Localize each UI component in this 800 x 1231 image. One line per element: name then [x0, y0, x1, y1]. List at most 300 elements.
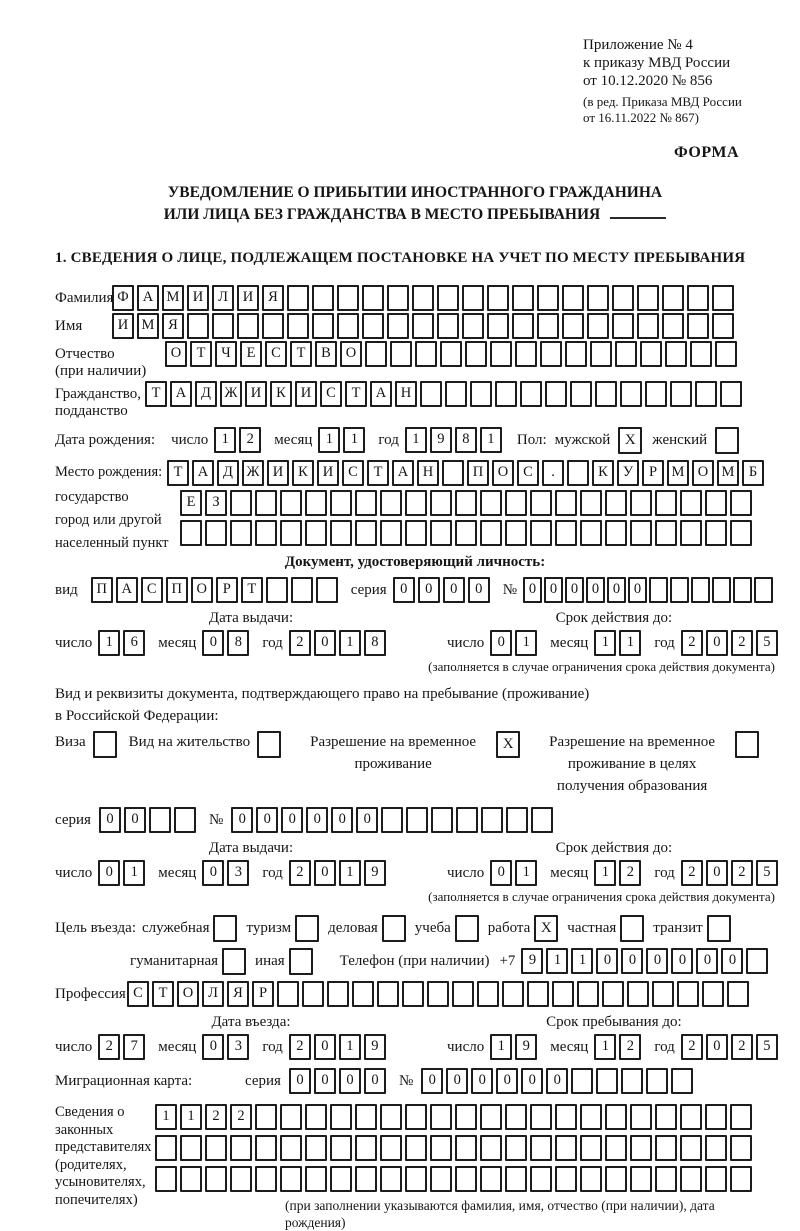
char-cell: 0 — [418, 577, 440, 603]
char-cell — [455, 1104, 477, 1130]
char-cell — [230, 1135, 252, 1161]
char-cell — [655, 490, 677, 516]
residence-permit-label: Вид на жительство — [128, 734, 251, 750]
char-cell: 2 — [98, 1034, 120, 1060]
representatives-cells-row2[interactable] — [155, 1135, 775, 1161]
char-cell: Д — [195, 381, 217, 407]
char-cell — [730, 520, 752, 546]
char-cell: 2 — [230, 1104, 252, 1130]
char-cell — [512, 285, 534, 311]
char-cell: О — [692, 460, 714, 486]
char-cell: 2 — [289, 630, 311, 656]
char-cell — [430, 490, 452, 516]
migration-number-cells[interactable] — [421, 1068, 696, 1094]
char-cell: 0 — [446, 1068, 468, 1094]
stay-year-cells[interactable] — [681, 1034, 781, 1060]
char-cell — [596, 1068, 618, 1094]
char-cell: 0 — [607, 577, 626, 603]
birth-place-cells-row1[interactable] — [167, 460, 775, 486]
form-label: ФОРМА — [673, 144, 739, 161]
char-cell: 2 — [681, 630, 703, 656]
char-cell: 0 — [314, 860, 336, 886]
temp-residence-label: Разрешение на временное проживание — [310, 734, 477, 772]
representatives-note: (при заполнении указываются фамилия, имя, отчество (при наличии), дата рождения) — [285, 1198, 715, 1230]
char-cell — [733, 577, 752, 603]
char-cell: 0 — [471, 1068, 493, 1094]
char-cell — [316, 577, 338, 603]
char-cell — [355, 520, 377, 546]
char-cell: 0 — [523, 577, 542, 603]
char-cell — [149, 807, 171, 833]
char-cell: 1 — [515, 630, 537, 656]
res-issue-month-cells[interactable] — [202, 860, 252, 886]
female-checkbox[interactable] — [715, 427, 739, 454]
char-cell: Ж — [220, 381, 242, 407]
purpose-official: служебная — [142, 915, 238, 942]
char-cell — [405, 490, 427, 516]
form-title-line2: ИЛИ ЛИЦА БЕЗ ГРАЖДАНСТВА В МЕСТО ПРЕБЫВАНИЯ — [55, 204, 775, 226]
surname-row — [55, 285, 775, 311]
sex-label: Пол: — [516, 432, 547, 448]
res-issue-year-cells[interactable] — [289, 860, 389, 886]
char-cell: М — [162, 285, 184, 311]
char-cell: С — [141, 577, 163, 603]
char-cell: 0 — [421, 1068, 443, 1094]
year-label: год — [262, 865, 283, 881]
char-cell — [680, 490, 702, 516]
char-cell — [720, 381, 742, 407]
char-cell: 0 — [468, 577, 490, 603]
residence-permit-option — [129, 729, 281, 758]
char-cell: Т — [241, 577, 263, 603]
firstname-cells[interactable] — [112, 313, 737, 339]
char-cell: С — [127, 981, 149, 1007]
char-cell — [705, 1166, 727, 1192]
char-cell — [587, 313, 609, 339]
char-cell — [187, 313, 209, 339]
char-cell: Е — [240, 341, 262, 367]
char-cell — [155, 1135, 177, 1161]
char-cell — [562, 285, 584, 311]
char-cell: О — [177, 981, 199, 1007]
birth-place-cells-row3[interactable] — [180, 520, 775, 546]
month-label: месяц — [158, 865, 197, 881]
entry-month-cells[interactable] — [202, 1034, 252, 1060]
char-cell — [630, 1104, 652, 1130]
char-cell — [580, 1104, 602, 1130]
doc-series-cells[interactable] — [393, 577, 493, 603]
char-cell: С — [517, 460, 539, 486]
char-cell: 8 — [455, 427, 477, 453]
private-checkbox[interactable] — [620, 915, 644, 942]
char-cell — [571, 1068, 593, 1094]
char-cell — [730, 1104, 752, 1130]
char-cell — [481, 807, 503, 833]
char-cell — [637, 285, 659, 311]
appendix-line: Приложение № 4 — [583, 37, 693, 53]
char-cell — [702, 981, 724, 1007]
char-cell — [455, 520, 477, 546]
char-cell — [605, 1166, 627, 1192]
char-cell: 0 — [721, 948, 743, 974]
char-cell — [655, 1166, 677, 1192]
char-cell — [580, 520, 602, 546]
doc-kind-cells[interactable] — [91, 577, 341, 603]
char-cell — [456, 807, 478, 833]
char-cell: 1 — [339, 860, 361, 886]
entry-year-cells[interactable] — [289, 1034, 389, 1060]
purpose-other: иная — [255, 948, 313, 975]
profession-cells[interactable] — [127, 981, 752, 1007]
stay-month-cells[interactable] — [594, 1034, 644, 1060]
humanitarian-checkbox[interactable] — [222, 948, 246, 975]
char-cell — [655, 520, 677, 546]
char-cell — [465, 341, 487, 367]
char-cell: 8 — [227, 630, 249, 656]
char-cell — [387, 285, 409, 311]
char-cell: 2 — [289, 1034, 311, 1060]
residence-doc-series-row — [55, 807, 775, 833]
res-expiry-year-cells[interactable] — [681, 860, 781, 886]
validity-limitation-note: (заполняется в случае ограничения срока действия документа) — [428, 889, 775, 904]
representatives-cells-row1[interactable] — [155, 1104, 775, 1130]
char-cell: Н — [395, 381, 417, 407]
migration-series-cells[interactable] — [289, 1068, 389, 1094]
char-cell — [705, 520, 727, 546]
char-cell: 0 — [356, 807, 378, 833]
char-cell — [280, 520, 302, 546]
doc-number-cells[interactable] — [523, 577, 775, 603]
char-cell: 2 — [731, 1034, 753, 1060]
char-cell: 0 — [671, 948, 693, 974]
char-cell: А — [137, 285, 159, 311]
char-cell — [427, 981, 449, 1007]
char-cell — [380, 1135, 402, 1161]
char-cell — [362, 313, 384, 339]
doc-kind-label: вид — [55, 582, 78, 598]
char-cell — [605, 520, 627, 546]
issue-date-heading: Дата выдачи: — [208, 840, 294, 856]
char-cell — [291, 577, 313, 603]
char-cell: Т — [152, 981, 174, 1007]
char-cell: П — [166, 577, 188, 603]
birth-place-label: Место рождения: — [55, 464, 163, 480]
char-cell — [680, 1166, 702, 1192]
char-cell — [670, 577, 689, 603]
char-cell — [277, 981, 299, 1007]
char-cell — [527, 981, 549, 1007]
month-label: месяц — [274, 432, 313, 448]
char-cell — [280, 490, 302, 516]
char-cell — [671, 1068, 693, 1094]
char-cell: 0 — [314, 1034, 336, 1060]
char-cell — [480, 520, 502, 546]
res-expiry-day-cells[interactable] — [490, 860, 540, 886]
sex-group — [517, 427, 749, 454]
char-cell — [287, 285, 309, 311]
char-cell — [452, 981, 474, 1007]
male-label: мужской — [554, 432, 611, 448]
char-cell — [630, 1166, 652, 1192]
visa-label: Виза — [55, 734, 86, 750]
char-cell — [515, 341, 537, 367]
char-cell: Я — [227, 981, 249, 1007]
char-cell: 0 — [393, 577, 415, 603]
char-cell: 3 — [227, 1034, 249, 1060]
char-cell — [355, 1104, 377, 1130]
birth-place-block — [55, 460, 775, 552]
char-cell — [437, 313, 459, 339]
char-cell: К — [292, 460, 314, 486]
other-checkbox[interactable] — [289, 948, 313, 975]
expiry-date-heading: Срок действия до: — [555, 840, 673, 856]
birth-date-row — [55, 427, 775, 454]
char-cell — [180, 1166, 202, 1192]
firstname-row — [55, 313, 775, 339]
char-cell — [552, 981, 574, 1007]
edu-residence-label: Разрешение на временное проживание в целях получения образования — [549, 734, 716, 794]
day-label: число — [447, 635, 485, 651]
id-issue-month-cells[interactable] — [202, 630, 252, 656]
char-cell: В — [315, 341, 337, 367]
char-cell — [230, 520, 252, 546]
char-cell — [380, 490, 402, 516]
char-cell: 2 — [731, 630, 753, 656]
char-cell: 1 — [343, 427, 365, 453]
residence-doc-intro-line2: в Российской Федерации: — [55, 708, 219, 724]
stay-day-cells[interactable] — [490, 1034, 540, 1060]
char-cell — [690, 341, 712, 367]
business-checkbox[interactable] — [382, 915, 406, 942]
char-cell — [430, 520, 452, 546]
phone-cells[interactable] — [521, 948, 771, 974]
char-cell: 0 — [621, 948, 643, 974]
char-cell — [495, 381, 517, 407]
char-cell — [312, 313, 334, 339]
char-cell: Я — [162, 313, 184, 339]
representatives-cells-row3[interactable] — [155, 1166, 775, 1192]
char-cell — [730, 1166, 752, 1192]
char-cell: 1 — [339, 630, 361, 656]
char-cell: 2 — [619, 1034, 641, 1060]
validity-limitation-note: (заполняется в случае ограничения срока действия документа) — [428, 659, 775, 674]
char-cell — [380, 1166, 402, 1192]
edu-residence-checkbox[interactable] — [735, 731, 759, 758]
study-checkbox[interactable] — [455, 915, 479, 942]
char-cell — [537, 313, 559, 339]
char-cell: И — [237, 285, 259, 311]
char-cell — [505, 1135, 527, 1161]
char-cell — [155, 1166, 177, 1192]
char-cell: 9 — [515, 1034, 537, 1060]
male-checkbox[interactable]: X — [618, 427, 642, 454]
char-cell — [405, 520, 427, 546]
surname-cells[interactable] — [112, 285, 737, 311]
tourism-checkbox[interactable] — [295, 915, 319, 942]
char-cell: 1 — [180, 1104, 202, 1130]
issue-date-heading: Дата выдачи: — [208, 610, 294, 626]
birth-month-cells[interactable] — [318, 427, 368, 453]
res-series-cells[interactable] — [99, 807, 199, 833]
char-cell: Т — [190, 341, 212, 367]
char-cell — [727, 981, 749, 1007]
char-cell — [567, 460, 589, 486]
char-cell: 0 — [696, 948, 718, 974]
edition-line: (в ред. Приказа МВД России — [583, 94, 742, 109]
char-cell — [402, 981, 424, 1007]
char-cell — [705, 1135, 727, 1161]
res-number-cells[interactable] — [231, 807, 556, 833]
char-cell — [381, 807, 403, 833]
char-cell — [665, 341, 687, 367]
char-cell: 0 — [565, 577, 584, 603]
char-cell — [480, 1135, 502, 1161]
char-cell: И — [187, 285, 209, 311]
char-cell: 9 — [430, 427, 452, 453]
char-cell — [455, 490, 477, 516]
char-cell — [480, 1104, 502, 1130]
birth-day-cells[interactable] — [214, 427, 264, 453]
char-cell — [715, 341, 737, 367]
id-expiry-month-cells[interactable] — [594, 630, 644, 656]
char-cell — [530, 1166, 552, 1192]
char-cell — [605, 490, 627, 516]
char-cell: О — [191, 577, 213, 603]
char-cell: 0 — [202, 860, 224, 886]
char-cell — [705, 490, 727, 516]
char-cell — [746, 948, 768, 974]
char-cell: И — [317, 460, 339, 486]
char-cell — [580, 490, 602, 516]
form-title — [55, 182, 775, 226]
section1-heading: 1. СВЕДЕНИЯ О ЛИЦЕ, ПОДЛЕЖАЩЕМ ПОСТАНОВКЕ НА УЧЕТ ПО МЕСТУ ПРЕБЫВАНИЯ — [55, 250, 746, 266]
char-cell: А — [370, 381, 392, 407]
doc-series-label: серия — [350, 582, 387, 598]
char-cell — [330, 490, 352, 516]
char-cell: 0 — [256, 807, 278, 833]
res-expiry-month-cells[interactable] — [594, 860, 644, 886]
char-cell: Р — [216, 577, 238, 603]
stay-until-heading: Срок пребывания до: — [546, 1014, 682, 1030]
entry-dates — [55, 1013, 775, 1060]
year-label: год — [654, 635, 675, 651]
char-cell — [565, 341, 587, 367]
char-cell — [255, 1166, 277, 1192]
char-cell — [380, 520, 402, 546]
char-cell — [412, 285, 434, 311]
temp-residence-checkbox[interactable]: X — [496, 731, 520, 758]
char-cell: А — [392, 460, 414, 486]
char-cell — [587, 285, 609, 311]
char-cell — [602, 981, 624, 1007]
char-cell: 1 — [594, 1034, 616, 1060]
surname-label: Фамилия — [55, 290, 114, 306]
char-cell — [330, 1135, 352, 1161]
char-cell — [212, 313, 234, 339]
year-label: год — [262, 1039, 283, 1055]
patronymic-cells[interactable] — [165, 341, 740, 367]
citizenship-cells[interactable] — [145, 381, 745, 407]
char-cell — [462, 313, 484, 339]
transit-checkbox[interactable] — [707, 915, 731, 942]
char-cell: 0 — [99, 807, 121, 833]
residence-doc-intro-line1: Вид и реквизиты документа, подтверждающего право на пребывание (проживание) — [55, 686, 590, 702]
char-cell: 2 — [731, 860, 753, 886]
char-cell — [680, 1104, 702, 1130]
id-expiry-day-cells[interactable] — [490, 630, 540, 656]
char-cell: 6 — [123, 630, 145, 656]
char-cell: 0 — [202, 630, 224, 656]
visa-checkbox[interactable] — [93, 731, 117, 758]
char-cell — [620, 381, 642, 407]
representatives-block — [55, 1104, 775, 1231]
char-cell — [590, 341, 612, 367]
char-cell — [730, 490, 752, 516]
identity-doc-row — [55, 577, 775, 603]
char-cell — [712, 313, 734, 339]
char-cell — [305, 520, 327, 546]
work-checkbox[interactable]: X — [534, 915, 558, 942]
char-cell — [555, 1135, 577, 1161]
char-cell — [645, 381, 667, 407]
entry-day-cells[interactable] — [98, 1034, 148, 1060]
char-cell — [420, 381, 442, 407]
char-cell — [505, 1166, 527, 1192]
char-cell — [470, 381, 492, 407]
char-cell — [687, 285, 709, 311]
official-checkbox[interactable] — [213, 915, 237, 942]
char-cell — [230, 1166, 252, 1192]
char-cell: 1 — [546, 948, 568, 974]
residence-permit-checkbox[interactable] — [257, 731, 281, 758]
char-cell — [712, 285, 734, 311]
char-cell: Т — [145, 381, 167, 407]
id-issue-year-cells[interactable] — [289, 630, 389, 656]
char-cell — [555, 1166, 577, 1192]
char-cell: Р — [252, 981, 274, 1007]
firstname-label: Имя — [55, 318, 83, 334]
day-label: число — [447, 865, 485, 881]
char-cell — [230, 490, 252, 516]
id-issue-day-cells[interactable] — [98, 630, 148, 656]
char-cell — [440, 341, 462, 367]
residence-doc-dates — [55, 839, 775, 886]
char-cell — [580, 1135, 602, 1161]
birth-date-label: Дата рождения: — [55, 432, 156, 448]
char-cell — [266, 577, 288, 603]
char-cell: М — [717, 460, 739, 486]
char-cell — [380, 1104, 402, 1130]
char-cell — [365, 341, 387, 367]
char-cell — [480, 490, 502, 516]
char-cell — [387, 313, 409, 339]
char-cell — [630, 520, 652, 546]
month-label: месяц — [550, 865, 589, 881]
char-cell: К — [270, 381, 292, 407]
char-cell — [255, 1104, 277, 1130]
appendix-line: к приказу МВД России — [583, 55, 731, 71]
char-cell — [630, 1135, 652, 1161]
char-cell: И — [295, 381, 317, 407]
profession-label: Профессия — [55, 986, 126, 1002]
day-label: число — [55, 635, 93, 651]
id-expiry-year-cells[interactable] — [681, 630, 781, 656]
birth-place-cells-row2[interactable] — [180, 490, 775, 516]
char-cell: О — [340, 341, 362, 367]
purpose-business: деловая — [328, 915, 406, 942]
birth-year-cells[interactable] — [405, 427, 505, 453]
res-issue-day-cells[interactable] — [98, 860, 148, 886]
